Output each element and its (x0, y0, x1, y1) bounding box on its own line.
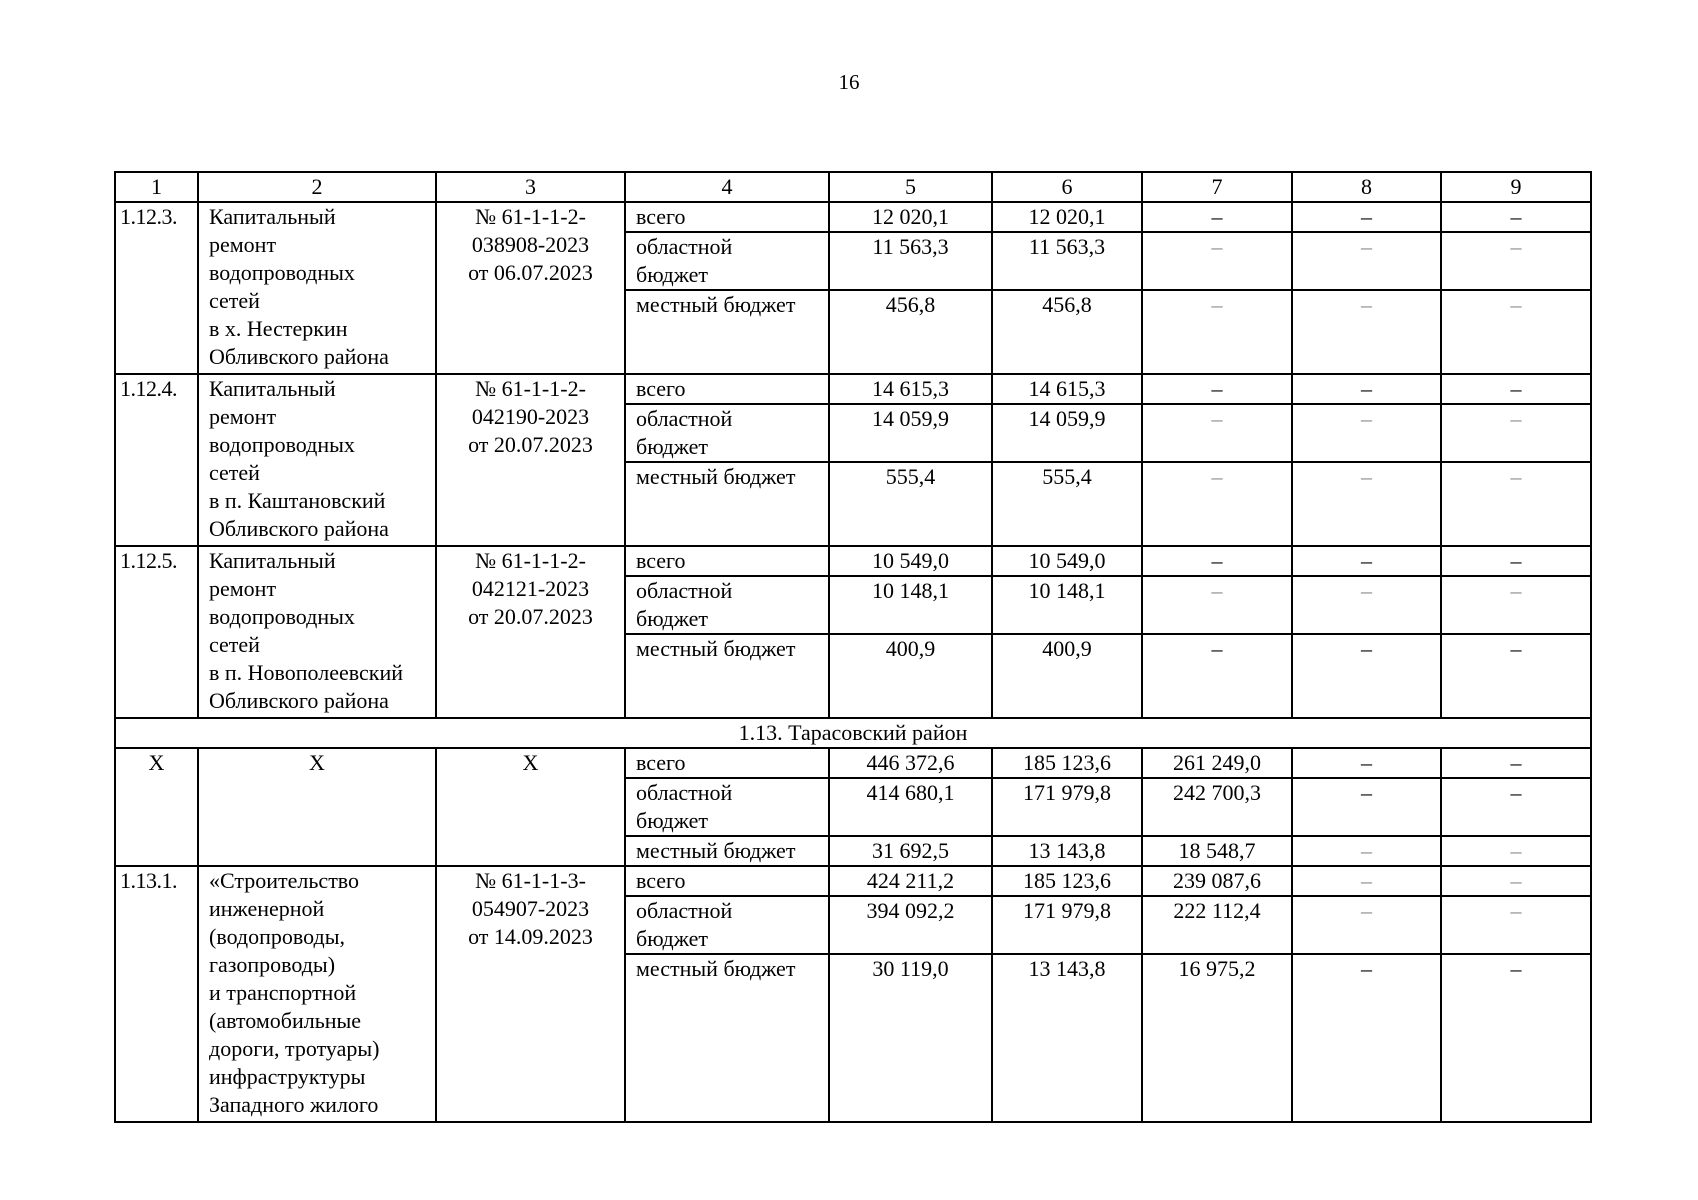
empty-dash: – (1441, 374, 1591, 404)
funding-source-line: бюджет (636, 808, 708, 833)
amount-cell: 16 975,2 (1142, 954, 1292, 1122)
empty-dash: – (1441, 954, 1591, 1122)
project-document (436, 374, 625, 546)
funding-source-line: областной (636, 780, 733, 805)
empty-dash: – (1441, 866, 1591, 896)
document-line: от 20.07.2023 (468, 432, 593, 457)
amount-cell: 14 615,3 (829, 374, 992, 404)
empty-dash: – (1441, 748, 1591, 778)
amount-cell: 10 549,0 (992, 546, 1142, 576)
funding-source-regional (625, 778, 829, 836)
document-line: 042121-2023 (471, 576, 590, 601)
document-line: от 14.09.2023 (468, 924, 593, 949)
project-name-line: сетей (209, 632, 260, 657)
empty-dash: – (1292, 866, 1441, 896)
empty-dash: – (1441, 896, 1591, 954)
project-name-line: водопроводных (209, 432, 355, 457)
empty-dash: – (1292, 836, 1441, 866)
project-name-line: и транспортной (209, 980, 357, 1005)
project-name-line: в х. Нестеркин (209, 316, 348, 341)
amount-cell: 394 092,2 (829, 896, 992, 954)
empty-dash: – (1441, 404, 1591, 462)
amount-cell: 555,4 (992, 462, 1142, 546)
project-document (436, 546, 625, 718)
funding-source-local: местный бюджет (625, 462, 829, 546)
table-row (115, 748, 1591, 778)
document-line: 042190-2023 (471, 404, 590, 429)
project-name-line: Капитальный (209, 548, 336, 573)
project-name (198, 866, 436, 1122)
project-name-line: Западного жилого (209, 1092, 379, 1117)
funding-source-local: местный бюджет (625, 836, 829, 866)
empty-dash: – (1441, 290, 1591, 374)
project-name (198, 546, 436, 718)
project-name-line: Обливского района (209, 344, 389, 369)
amount-cell: 555,4 (829, 462, 992, 546)
document-line: № 61-1-1-3- (475, 868, 586, 893)
project-name (198, 374, 436, 546)
funding-source-line: областной (636, 234, 733, 259)
amount-cell: 14 059,9 (992, 404, 1142, 462)
funding-source-regional (625, 232, 829, 290)
column-number-row (115, 172, 1591, 202)
document-line: № 61-1-1-2- (475, 548, 586, 573)
document-line: 054907-2023 (471, 896, 590, 921)
amount-cell: 185 123,6 (992, 866, 1142, 896)
project-name-line: в п. Каштановский (209, 488, 386, 513)
funding-source-regional (625, 404, 829, 462)
empty-dash: – (1292, 462, 1441, 546)
empty-dash: – (1142, 232, 1292, 290)
budget-table (114, 171, 1592, 1123)
document-line: 038908-2023 (471, 232, 590, 257)
amount-cell: 12 020,1 (829, 202, 992, 232)
amount-cell: 456,8 (829, 290, 992, 374)
empty-dash: – (1292, 576, 1441, 634)
funding-source-regional (625, 576, 829, 634)
funding-source-line: областной (636, 898, 733, 923)
empty-dash: – (1142, 576, 1292, 634)
empty-dash: – (1441, 634, 1591, 718)
funding-source-line: бюджет (636, 926, 708, 951)
project-number: 1.12.4. (115, 374, 198, 546)
amount-cell: 456,8 (992, 290, 1142, 374)
empty-dash: – (1441, 576, 1591, 634)
empty-dash: – (1292, 954, 1441, 1122)
amount-cell: 446 372,6 (829, 748, 992, 778)
amount-cell: 185 123,6 (992, 748, 1142, 778)
funding-source-local: местный бюджет (625, 634, 829, 718)
column-number: 5 (829, 172, 992, 202)
project-name-line: (водопроводы, (209, 924, 345, 949)
empty-dash: – (1142, 290, 1292, 374)
empty-dash: – (1142, 374, 1292, 404)
amount-cell: 242 700,3 (1142, 778, 1292, 836)
amount-cell: 11 563,3 (829, 232, 992, 290)
document-line: от 06.07.2023 (468, 260, 593, 285)
project-name-line: водопроводных (209, 260, 355, 285)
amount-cell: 11 563,3 (992, 232, 1142, 290)
empty-dash: – (1142, 404, 1292, 462)
funding-source-line: бюджет (636, 434, 708, 459)
empty-dash: – (1292, 546, 1441, 576)
amount-cell: 12 020,1 (992, 202, 1142, 232)
amount-cell: 424 211,2 (829, 866, 992, 896)
project-number: 1.12.3. (115, 202, 198, 374)
project-name-line: дороги, тротуары) (209, 1036, 380, 1061)
amount-cell: 400,9 (992, 634, 1142, 718)
amount-cell: 261 249,0 (1142, 748, 1292, 778)
empty-dash: – (1142, 202, 1292, 232)
empty-dash: – (1292, 634, 1441, 718)
funding-source-line: бюджет (636, 606, 708, 631)
project-name-line: инфраструктуры (209, 1064, 366, 1089)
empty-dash: – (1441, 778, 1591, 836)
section-row (115, 718, 1591, 748)
funding-source-regional (625, 896, 829, 954)
column-number: 1 (115, 172, 198, 202)
empty-dash: – (1142, 462, 1292, 546)
project-number: 1.13.1. (115, 866, 198, 1122)
table-row (115, 546, 1591, 576)
project-document (436, 866, 625, 1122)
funding-source-total: всего (625, 866, 829, 896)
empty-dash: – (1441, 462, 1591, 546)
project-name-line: в п. Новополеевский (209, 660, 404, 685)
funding-source-line: областной (636, 578, 733, 603)
empty-dash: – (1441, 836, 1591, 866)
project-name-line: Капитальный (209, 376, 336, 401)
x-mark: Х (115, 748, 198, 866)
empty-dash: – (1142, 634, 1292, 718)
empty-dash: – (1142, 546, 1292, 576)
funding-source-total: всего (625, 202, 829, 232)
project-name-line: ремонт (209, 232, 277, 257)
document-line: № 61-1-1-2- (475, 204, 586, 229)
funding-source-total: всего (625, 748, 829, 778)
section-title: 1.13. Тарасовский район (115, 718, 1591, 748)
column-number: 4 (625, 172, 829, 202)
project-name-line: (автомобильные (209, 1008, 362, 1033)
funding-source-local: местный бюджет (625, 290, 829, 374)
funding-source-line: бюджет (636, 262, 708, 287)
funding-source-line: областной (636, 406, 733, 431)
amount-cell: 31 692,5 (829, 836, 992, 866)
column-number: 7 (1142, 172, 1292, 202)
empty-dash: – (1292, 748, 1441, 778)
amount-cell: 30 119,0 (829, 954, 992, 1122)
project-name-line: водопроводных (209, 604, 355, 629)
amount-cell: 400,9 (829, 634, 992, 718)
amount-cell: 171 979,8 (992, 778, 1142, 836)
project-name-line: сетей (209, 460, 260, 485)
amount-cell: 239 087,6 (1142, 866, 1292, 896)
amount-cell: 14 615,3 (992, 374, 1142, 404)
table-row (115, 374, 1591, 404)
empty-dash: – (1292, 404, 1441, 462)
empty-dash: – (1292, 778, 1441, 836)
amount-cell: 13 143,8 (992, 836, 1142, 866)
amount-cell: 10 148,1 (829, 576, 992, 634)
empty-dash: – (1292, 290, 1441, 374)
empty-dash: – (1441, 202, 1591, 232)
table-row (115, 202, 1591, 232)
funding-source-total: всего (625, 374, 829, 404)
funding-source-local: местный бюджет (625, 954, 829, 1122)
project-name-line: ремонт (209, 576, 277, 601)
document-line: от 20.07.2023 (468, 604, 593, 629)
funding-source-total: всего (625, 546, 829, 576)
amount-cell: 171 979,8 (992, 896, 1142, 954)
column-number: 6 (992, 172, 1142, 202)
column-number: 2 (198, 172, 436, 202)
project-name-line: газопроводы) (209, 952, 336, 977)
project-name-line: Капитальный (209, 204, 336, 229)
empty-dash: – (1292, 374, 1441, 404)
project-document (436, 202, 625, 374)
amount-cell: 13 143,8 (992, 954, 1142, 1122)
amount-cell: 14 059,9 (829, 404, 992, 462)
project-name-line: ремонт (209, 404, 277, 429)
amount-cell: 222 112,4 (1142, 896, 1292, 954)
project-name-line: Обливского района (209, 516, 389, 541)
empty-dash: – (1292, 896, 1441, 954)
x-mark: Х (198, 748, 436, 866)
amount-cell: 10 549,0 (829, 546, 992, 576)
column-number: 9 (1441, 172, 1591, 202)
column-number: 3 (436, 172, 625, 202)
column-number: 8 (1292, 172, 1441, 202)
table-row (115, 866, 1591, 896)
empty-dash: – (1292, 202, 1441, 232)
empty-dash: – (1292, 232, 1441, 290)
page-number: 16 (838, 70, 860, 94)
amount-cell: 10 148,1 (992, 576, 1142, 634)
project-name-line: «Строительство (209, 868, 360, 893)
amount-cell: 18 548,7 (1142, 836, 1292, 866)
project-name-line: инженерной (209, 896, 325, 921)
document-line: № 61-1-1-2- (475, 376, 586, 401)
empty-dash: – (1441, 546, 1591, 576)
project-number: 1.12.5. (115, 546, 198, 718)
amount-cell: 414 680,1 (829, 778, 992, 836)
project-name (198, 202, 436, 374)
empty-dash: – (1441, 232, 1591, 290)
x-mark: Х (436, 748, 625, 866)
project-name-line: Обливского района (209, 688, 389, 713)
project-name-line: сетей (209, 288, 260, 313)
